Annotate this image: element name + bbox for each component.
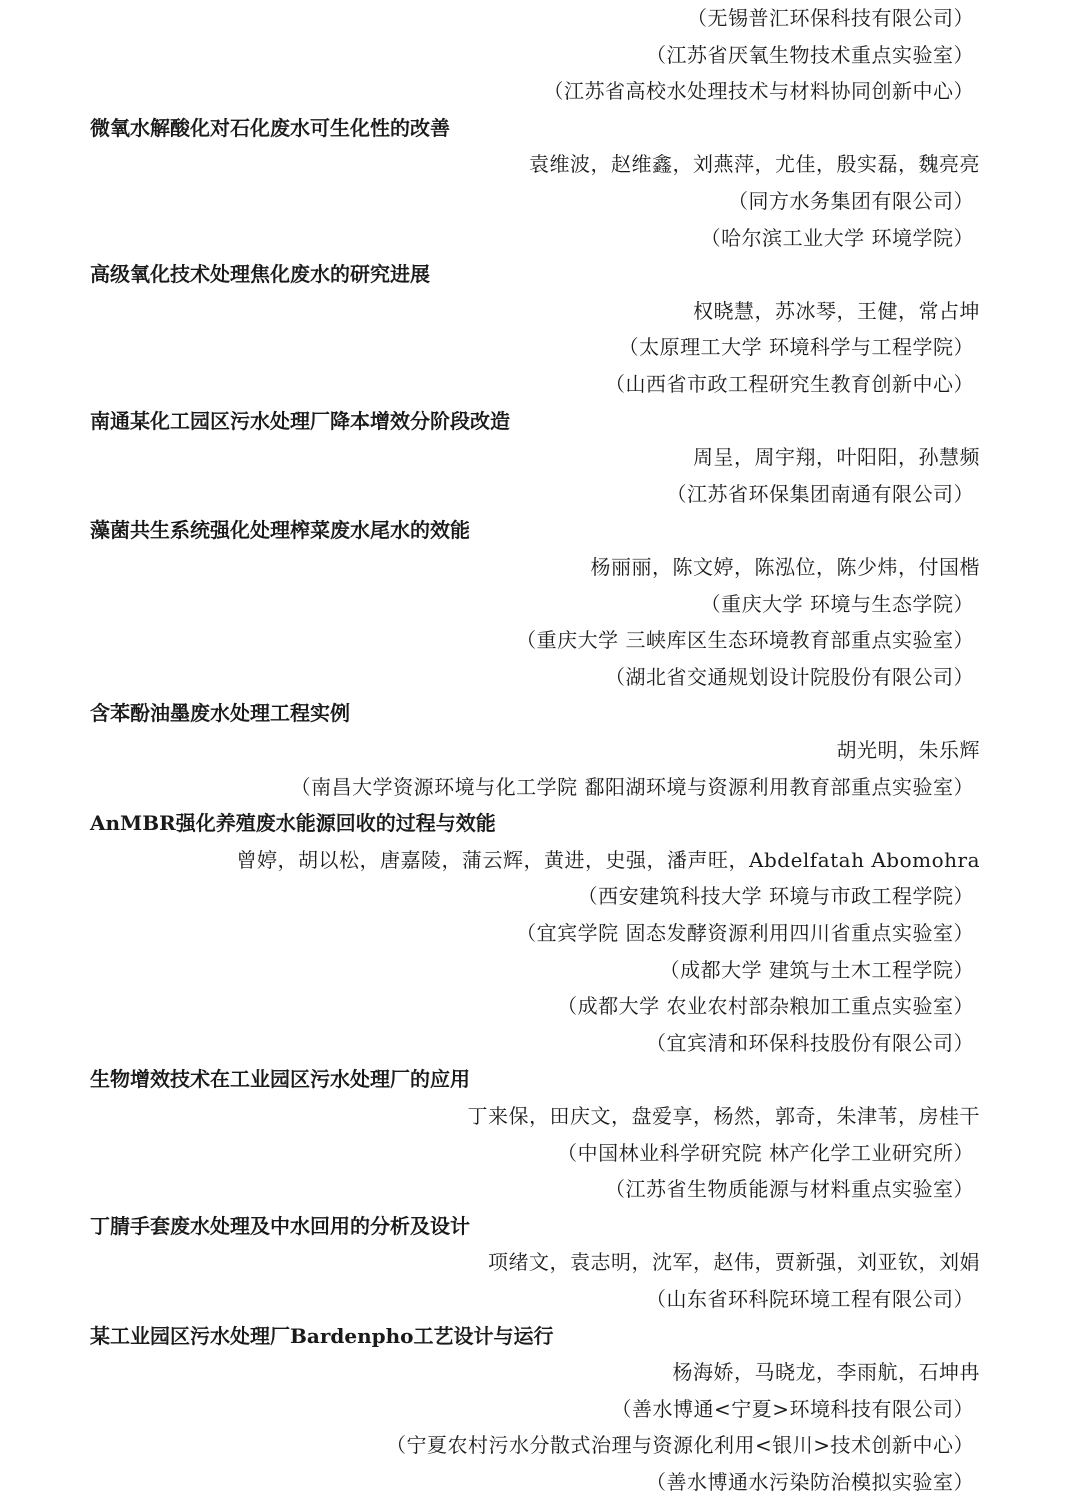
affiliation: （成都大学 建筑与土木工程学院） <box>659 957 974 982</box>
paper-title: 生物增效技术在工业园区污水处理厂的应用 <box>90 1067 470 1092</box>
paper-title: 南通某化工园区污水处理厂降本增效分阶段改造 <box>90 408 510 433</box>
affiliation: （江苏省高校水处理技术与材料协同创新中心） <box>543 79 974 104</box>
paper-title: 微氧水解酸化对石化废水可生化性的改善 <box>90 115 450 140</box>
author-list: 曾婷，胡以松，唐嘉陵，蒲云辉，黄进，史强，潘声旺，Abdelfatah Abomohra <box>236 847 980 872</box>
affiliation: （哈尔滨工业大学 环境学院） <box>700 225 974 250</box>
author-list: 袁维波，赵维鑫，刘燕萍，尤佳，殷实磊，魏亮亮 <box>529 152 980 177</box>
affiliation: （江苏省厌氧生物技术重点实验室） <box>646 42 974 67</box>
affiliation: （山东省环科院环境工程有限公司） <box>646 1287 974 1311</box>
affiliation: （善水博通水污染防治模拟实验室） <box>646 1470 974 1494</box>
paper-title: 某工业园区污水处理厂Bardenpho工艺设计与运行 <box>90 1323 554 1348</box>
affiliation: （无锡普汇环保科技有限公司） <box>687 6 974 30</box>
paper-title: 高级氧化技术处理焦化废水的研究进展 <box>90 262 430 287</box>
author-list: 项绪文，袁志明，沈军，赵伟，贾新强，刘亚钦，刘娟 <box>488 1250 980 1275</box>
affiliation: （南昌大学资源环境与化工学院 鄱阳湖环境与资源利用教育部重点实验室） <box>290 774 974 799</box>
affiliation: （宜宾清和环保科技股份有限公司） <box>646 1030 974 1055</box>
affiliation: （中国林业科学研究院 林产化学工业研究所） <box>557 1140 974 1165</box>
paper-title: 含苯酚油墨废水处理工程实例 <box>90 701 350 726</box>
paper-title: 丁腈手套废水处理及中水回用的分析及设计 <box>90 1213 470 1238</box>
paper-title: 藻菌共生系统强化处理榨菜废水尾水的效能 <box>90 518 470 543</box>
affiliation: （重庆大学 环境与生态学院） <box>700 591 974 616</box>
paper-title: AnMBR强化养殖废水能源回收的过程与效能 <box>90 811 496 836</box>
affiliation: （江苏省环保集团南通有限公司） <box>666 481 974 506</box>
author-list: 周呈，周宇翔，叶阳阳，孙慧频 <box>693 445 980 470</box>
affiliation: （江苏省生物质能源与材料重点实验室） <box>605 1177 974 1202</box>
author-list: 丁来保，田庆文，盘爱享，杨然，郭奇，朱津苇，房桂干 <box>467 1104 980 1128</box>
affiliation: （宁夏农村污水分散式治理与资源化利用<银川>技术创新中心） <box>385 1433 974 1458</box>
affiliation: （同方水务集团有限公司） <box>728 189 974 213</box>
affiliation: （善水博通<宁夏>环境科技有限公司） <box>611 1396 974 1421</box>
author-list: 杨海娇，马晓龙，李雨航，石坤冉 <box>672 1360 980 1385</box>
affiliation: （山西省市政工程研究生教育创新中心） <box>605 372 974 396</box>
affiliation: （湖北省交通规划设计院股份有限公司） <box>605 664 974 689</box>
affiliation: （重庆大学 三峡库区生态环境教育部重点实验室） <box>516 628 974 653</box>
author-list: 权晓慧，苏冰琴，王健，常占坤 <box>693 298 980 323</box>
affiliation: （成都大学 农业农村部杂粮加工重点实验室） <box>557 994 974 1019</box>
author-list: 胡光明，朱乐辉 <box>836 738 980 762</box>
affiliation: （西安建筑科技大学 环境与市政工程学院） <box>577 884 974 909</box>
affiliation: （宜宾学院 固态发酵资源利用四川省重点实验室） <box>516 921 974 945</box>
affiliation: （太原理工大学 环境科学与工程学院） <box>618 335 974 360</box>
author-list: 杨丽丽，陈文婷，陈泓位，陈少炜，付国楷 <box>590 555 980 579</box>
